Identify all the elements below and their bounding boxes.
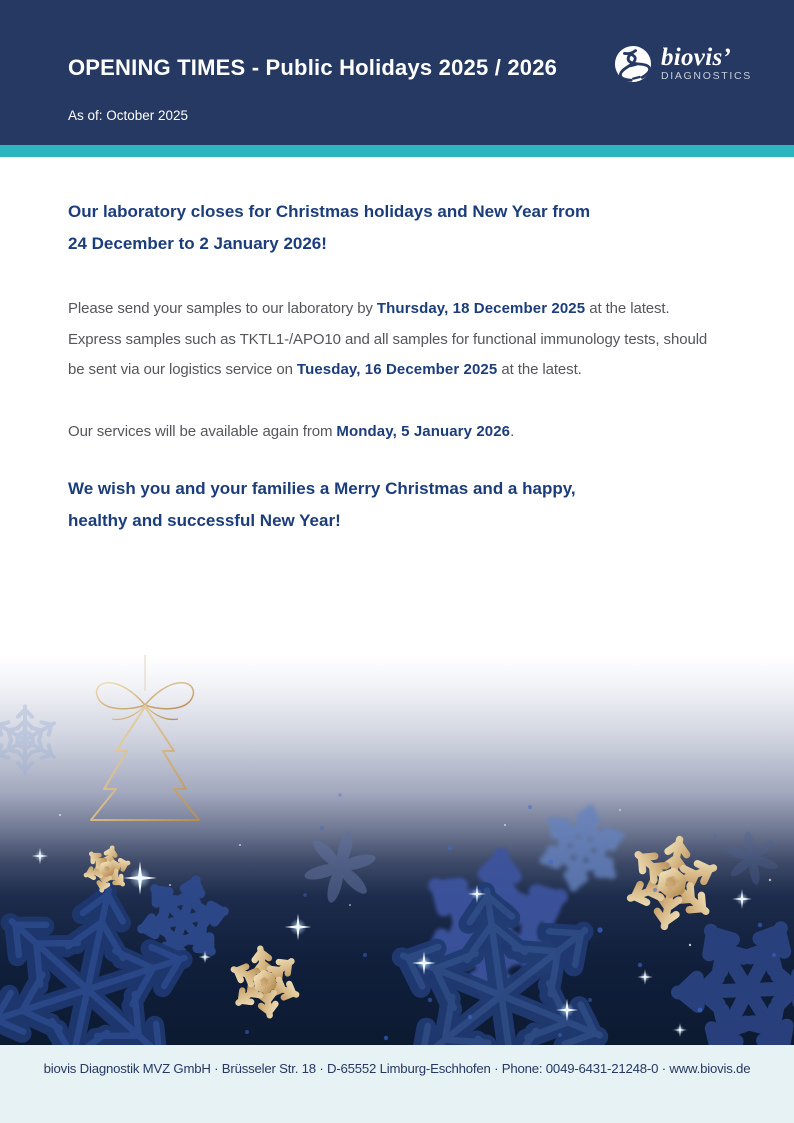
teal-divider	[0, 145, 794, 157]
wish-line2: healthy and successful New Year!	[68, 510, 341, 530]
samples-line1	[68, 294, 728, 325]
samples-line3-tail: at the latest.	[497, 361, 582, 378]
services-paragraph	[68, 417, 728, 448]
deadline-date-regular: Thursday, 18 December 2025	[376, 300, 586, 317]
samples-line1-text: Please send your samples to our laboratory by	[68, 300, 377, 317]
samples-line3-text: be sent via our logistics service on	[68, 361, 297, 378]
content	[68, 157, 728, 536]
headline-line1: Our laboratory closes for Christmas holidays and New Year from	[68, 202, 591, 221]
header	[0, 0, 794, 145]
closure-headline	[68, 196, 728, 259]
as-of-date: As of: October 2025	[68, 108, 189, 123]
headline-line2: 24 December to 2 January 2026!	[68, 233, 327, 253]
samples-line1-tail: at the latest.	[585, 300, 670, 317]
reopen-date: Monday, 5 January 2026	[336, 422, 511, 440]
winter-scene-graphic	[0, 655, 794, 1045]
deadline-date-express: Tuesday, 16 December 2025	[296, 361, 498, 378]
samples-line2: Express samples such as TKTL1-/APO10 and all samples for functional immunology tests, should	[68, 330, 708, 348]
samples-line3	[68, 355, 728, 386]
dna-helix-icon	[614, 45, 652, 83]
services-line	[68, 417, 728, 448]
wish-message	[68, 473, 728, 536]
logo-brand: biovis’	[660, 44, 732, 71]
samples-paragraph	[68, 294, 728, 386]
winter-illustration	[0, 655, 794, 1045]
footer	[0, 1045, 794, 1123]
biovis-logo	[614, 45, 752, 83]
contact-line: biovis Diagnostik MVZ GmbH · Brüsseler Str. 18 · D-65552 Limburg-Eschhofen · Phone: 0049-6431-21248-0 · www.biovis.de	[43, 1061, 751, 1076]
logo-text	[661, 46, 752, 82]
logo-subtitle: DIAGNOSTICS	[660, 70, 752, 82]
wish-line1: We wish you and your families a Merry Christmas and a happy,	[68, 479, 576, 498]
page-title: OPENING TIMES - Public Holidays 2025 / 2026	[68, 55, 558, 80]
services-tail: .	[510, 422, 515, 440]
services-text: Our services will be available again from	[68, 422, 337, 440]
